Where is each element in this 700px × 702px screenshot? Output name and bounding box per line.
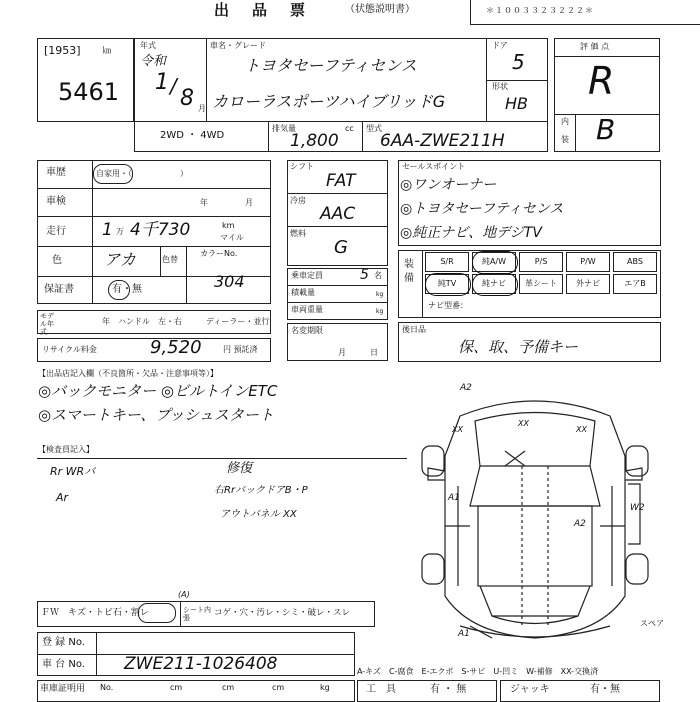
equip-power-window: P/W <box>566 252 610 272</box>
divider <box>96 632 97 676</box>
diagram-mark-a2-right: A2 <box>574 519 586 529</box>
warranty-circle <box>108 280 130 300</box>
sheet-title: 出 品 票 <box>214 1 310 19</box>
fw-mark: (A) <box>178 590 190 599</box>
inspector-right-2: アウトパネル XX <box>220 509 297 520</box>
sales-point-2: ◎トヨタセーフティセンス <box>400 201 564 217</box>
shift-value: FAT <box>326 171 356 191</box>
shift-label: シフト <box>290 162 314 171</box>
color-value: アカ <box>104 250 136 269</box>
divider <box>92 160 93 304</box>
divider <box>575 114 576 152</box>
diagram-mark-xx-right: XX <box>576 425 587 434</box>
fw-circle <box>138 603 176 623</box>
interior-label-1: 内 <box>561 117 569 126</box>
name-label: 車名・グレード <box>210 41 266 50</box>
lot-unit: ㎞ <box>103 46 111 55</box>
month-unit: 月 <box>198 104 206 113</box>
equipment-label: 装備 <box>404 259 414 284</box>
mileage-man-value: 1 <box>102 220 113 240</box>
weight-label: 車両重量 <box>291 305 323 314</box>
diagram-mark-w2: W2 <box>630 503 645 513</box>
ac-value: AAC <box>320 204 356 224</box>
equip-ext-nav: 外ナビ <box>566 274 610 294</box>
recycle-fee: 9,520 <box>150 337 202 358</box>
capacity-value: 5 <box>360 267 369 283</box>
divider <box>180 601 181 627</box>
chassis-label: 車 台 No. <box>42 659 85 670</box>
inspector-label: 【検査員記入】 <box>38 445 94 454</box>
private-use-circle <box>93 164 133 184</box>
inspection-month: 月 <box>245 198 253 207</box>
capacity-unit: 名 <box>374 271 382 280</box>
equip-circle <box>425 273 471 296</box>
divider <box>37 216 271 217</box>
expiry-month: 月 <box>338 348 346 357</box>
divider <box>287 302 388 303</box>
inspection-label: 車検 <box>46 196 66 207</box>
expiry-label: 名変期限 <box>291 326 323 335</box>
name-line1: トヨタセーフティセンス <box>244 56 417 75</box>
mileage-man-unit: 万 <box>116 227 124 236</box>
fuel-value: G <box>334 237 348 258</box>
fw-text: キズ・トビ石・割レ <box>68 608 149 618</box>
cc-unit: cc <box>345 124 354 133</box>
grade-score: R <box>588 59 615 103</box>
name-line2: カローラスポーツハイブリッドG <box>212 92 446 111</box>
diagram-mark-a1-bottom: A1 <box>458 629 470 639</box>
weight-unit: kg <box>376 308 384 315</box>
cert-field-no: No. <box>100 683 114 692</box>
diagram-mark-a1-left: A1 <box>448 493 460 503</box>
divider <box>37 458 407 459</box>
equip-abs: ABS <box>613 252 657 272</box>
equip-power-steering: P/S <box>519 252 563 272</box>
divider <box>287 285 388 286</box>
chassis-number: ZWE211-1026408 <box>124 654 278 674</box>
notes-line-1: ◎バックモニター ◎ビルトインETC <box>38 382 278 400</box>
inspector-right-1: 右RrバックドアB・P <box>214 485 308 496</box>
equip-alloy-wheel: 純A/W <box>472 252 516 272</box>
divider <box>206 38 207 122</box>
capacity-label: 乗車定員 <box>291 271 323 280</box>
warranty-value: 有・無 <box>112 284 142 295</box>
jack-value: 有・無 <box>590 684 620 695</box>
drive-type: 2WD ・ 4WD <box>160 130 225 141</box>
sheet-subtitle: （状態説明書） <box>345 4 415 15</box>
equip-nav: 純ナビ <box>472 274 516 294</box>
color-no-label: カラーNo. <box>200 249 238 258</box>
model-label: 型式 <box>366 124 382 133</box>
later-items: 保、取、予備キー <box>458 338 579 356</box>
recycle-unit: 円 預託済 <box>223 345 258 354</box>
month-value: 8 <box>180 86 194 111</box>
garage-cert-label: 車庫証明用 <box>40 684 86 694</box>
fuel-label: 燃料 <box>290 229 306 238</box>
year-value: 1 <box>155 70 169 95</box>
color-label: 色 <box>52 255 62 266</box>
equip-circle <box>472 251 518 274</box>
divider <box>554 56 660 57</box>
doors: 5 <box>512 50 525 74</box>
sales-point-3: ◎純正ナビ、地デジTV <box>400 225 542 241</box>
divider <box>287 226 388 227</box>
diagram-mark-xx-left: XX <box>452 425 463 434</box>
warranty-label: 保証書 <box>44 284 74 295</box>
divider <box>287 193 388 194</box>
cert-field-cm-2: cm <box>222 683 235 692</box>
equip-leather: 革シート <box>519 274 563 294</box>
lot-year-code: [1953] <box>44 44 81 57</box>
era: 令和 <box>140 54 167 69</box>
door-label: ドア <box>492 41 508 50</box>
inspector-left-2: Ar <box>56 491 69 504</box>
lot-number: 5461 <box>58 78 120 106</box>
equip-airbag: エアB <box>613 274 657 294</box>
seat-text: コゲ・穴・汚レ・シミ・破レ・スレ <box>214 608 351 618</box>
spare-label: スペア <box>640 619 664 628</box>
divider <box>422 250 423 318</box>
jack-label: ジャッキ <box>510 684 550 695</box>
tools-label: 工 具 <box>366 684 396 695</box>
history-label: 車歴 <box>46 167 66 178</box>
header-divider <box>470 0 471 24</box>
divider <box>486 80 548 81</box>
equip-sunroof: S/R <box>425 252 469 272</box>
color-no: 304 <box>214 272 245 291</box>
notes-line-2: ◎スマートキー、プッシュスタート <box>38 406 274 424</box>
ac-label: 冷房 <box>290 196 306 205</box>
mileage-rest: 4千730 <box>130 220 191 240</box>
later-items-label: 後日品 <box>402 325 426 334</box>
cert-field-cm-1: cm <box>170 683 183 692</box>
seat-label: シート内張 <box>183 606 211 622</box>
reg-label: 登 録 No. <box>42 637 85 648</box>
interior-label-2: 装 <box>561 135 569 144</box>
damage-legend: A-キズ C-腐食 E-エクボ S-サビ U-凹ミ W-補修 XX-交換済 <box>357 667 599 676</box>
nav-model-label: ナビ型番： <box>428 301 468 310</box>
load-unit: kg <box>376 291 384 298</box>
equip-tv: 純TV <box>425 274 469 294</box>
grade-label: 評 価 点 <box>580 42 610 51</box>
sales-points-label: セールスポイント <box>402 162 466 171</box>
serial-number: ＊１００３３２３２２２＊ <box>486 6 594 15</box>
history-value: 自家用・（ ） <box>96 169 188 178</box>
year-label: 年式 <box>140 41 156 50</box>
equip-circle <box>472 273 518 296</box>
model-year-unit: 年 <box>102 317 110 326</box>
load-label: 積載量 <box>291 288 315 297</box>
model-year-label: モデル年式 <box>40 312 54 336</box>
expiry-day: 日 <box>370 348 378 357</box>
color-change: 色替 <box>162 255 178 264</box>
divider <box>37 246 271 247</box>
shape: HB <box>505 94 529 113</box>
cert-field-cm-3: cm <box>272 683 285 692</box>
divider <box>160 246 161 276</box>
interior-grade: B <box>596 113 616 146</box>
month-slash: / <box>170 74 177 98</box>
model-code: 6AA-ZWE211H <box>380 131 505 151</box>
divider <box>186 246 187 304</box>
inspection-year: 年 <box>200 198 208 207</box>
tools-value: 有 ・ 無 <box>430 684 467 695</box>
shape-label: 形状 <box>492 82 508 91</box>
displacement: 1,800 <box>290 131 339 151</box>
fw-label: ＦＷ <box>41 608 60 618</box>
header-underline <box>470 24 700 25</box>
inspector-right-title: 修復 <box>226 461 253 476</box>
notes-label: 【出品店記入欄（不良箇所・欠品・注意事項等）】 <box>38 369 218 378</box>
dealer-type: ディーラー・並行 <box>206 317 270 326</box>
handle-side: ハンドル 左・右 <box>118 317 182 326</box>
recycle-label: リサイクル料金 <box>42 345 97 354</box>
diagram-mark-a2-top: A2 <box>460 383 472 393</box>
cert-field-kg: kg <box>320 683 330 692</box>
inspector-left-1: Rr WRバ <box>50 465 96 478</box>
mile-unit: マイル <box>220 233 244 242</box>
km-unit: km <box>222 221 235 230</box>
diagram-mark-xx-mid: XX <box>518 419 529 428</box>
divider <box>37 188 271 189</box>
mileage-label: 走行 <box>46 226 66 237</box>
displacement-label: 排気量 <box>272 124 296 133</box>
sales-point-1: ◎ワンオーナー <box>400 177 497 193</box>
